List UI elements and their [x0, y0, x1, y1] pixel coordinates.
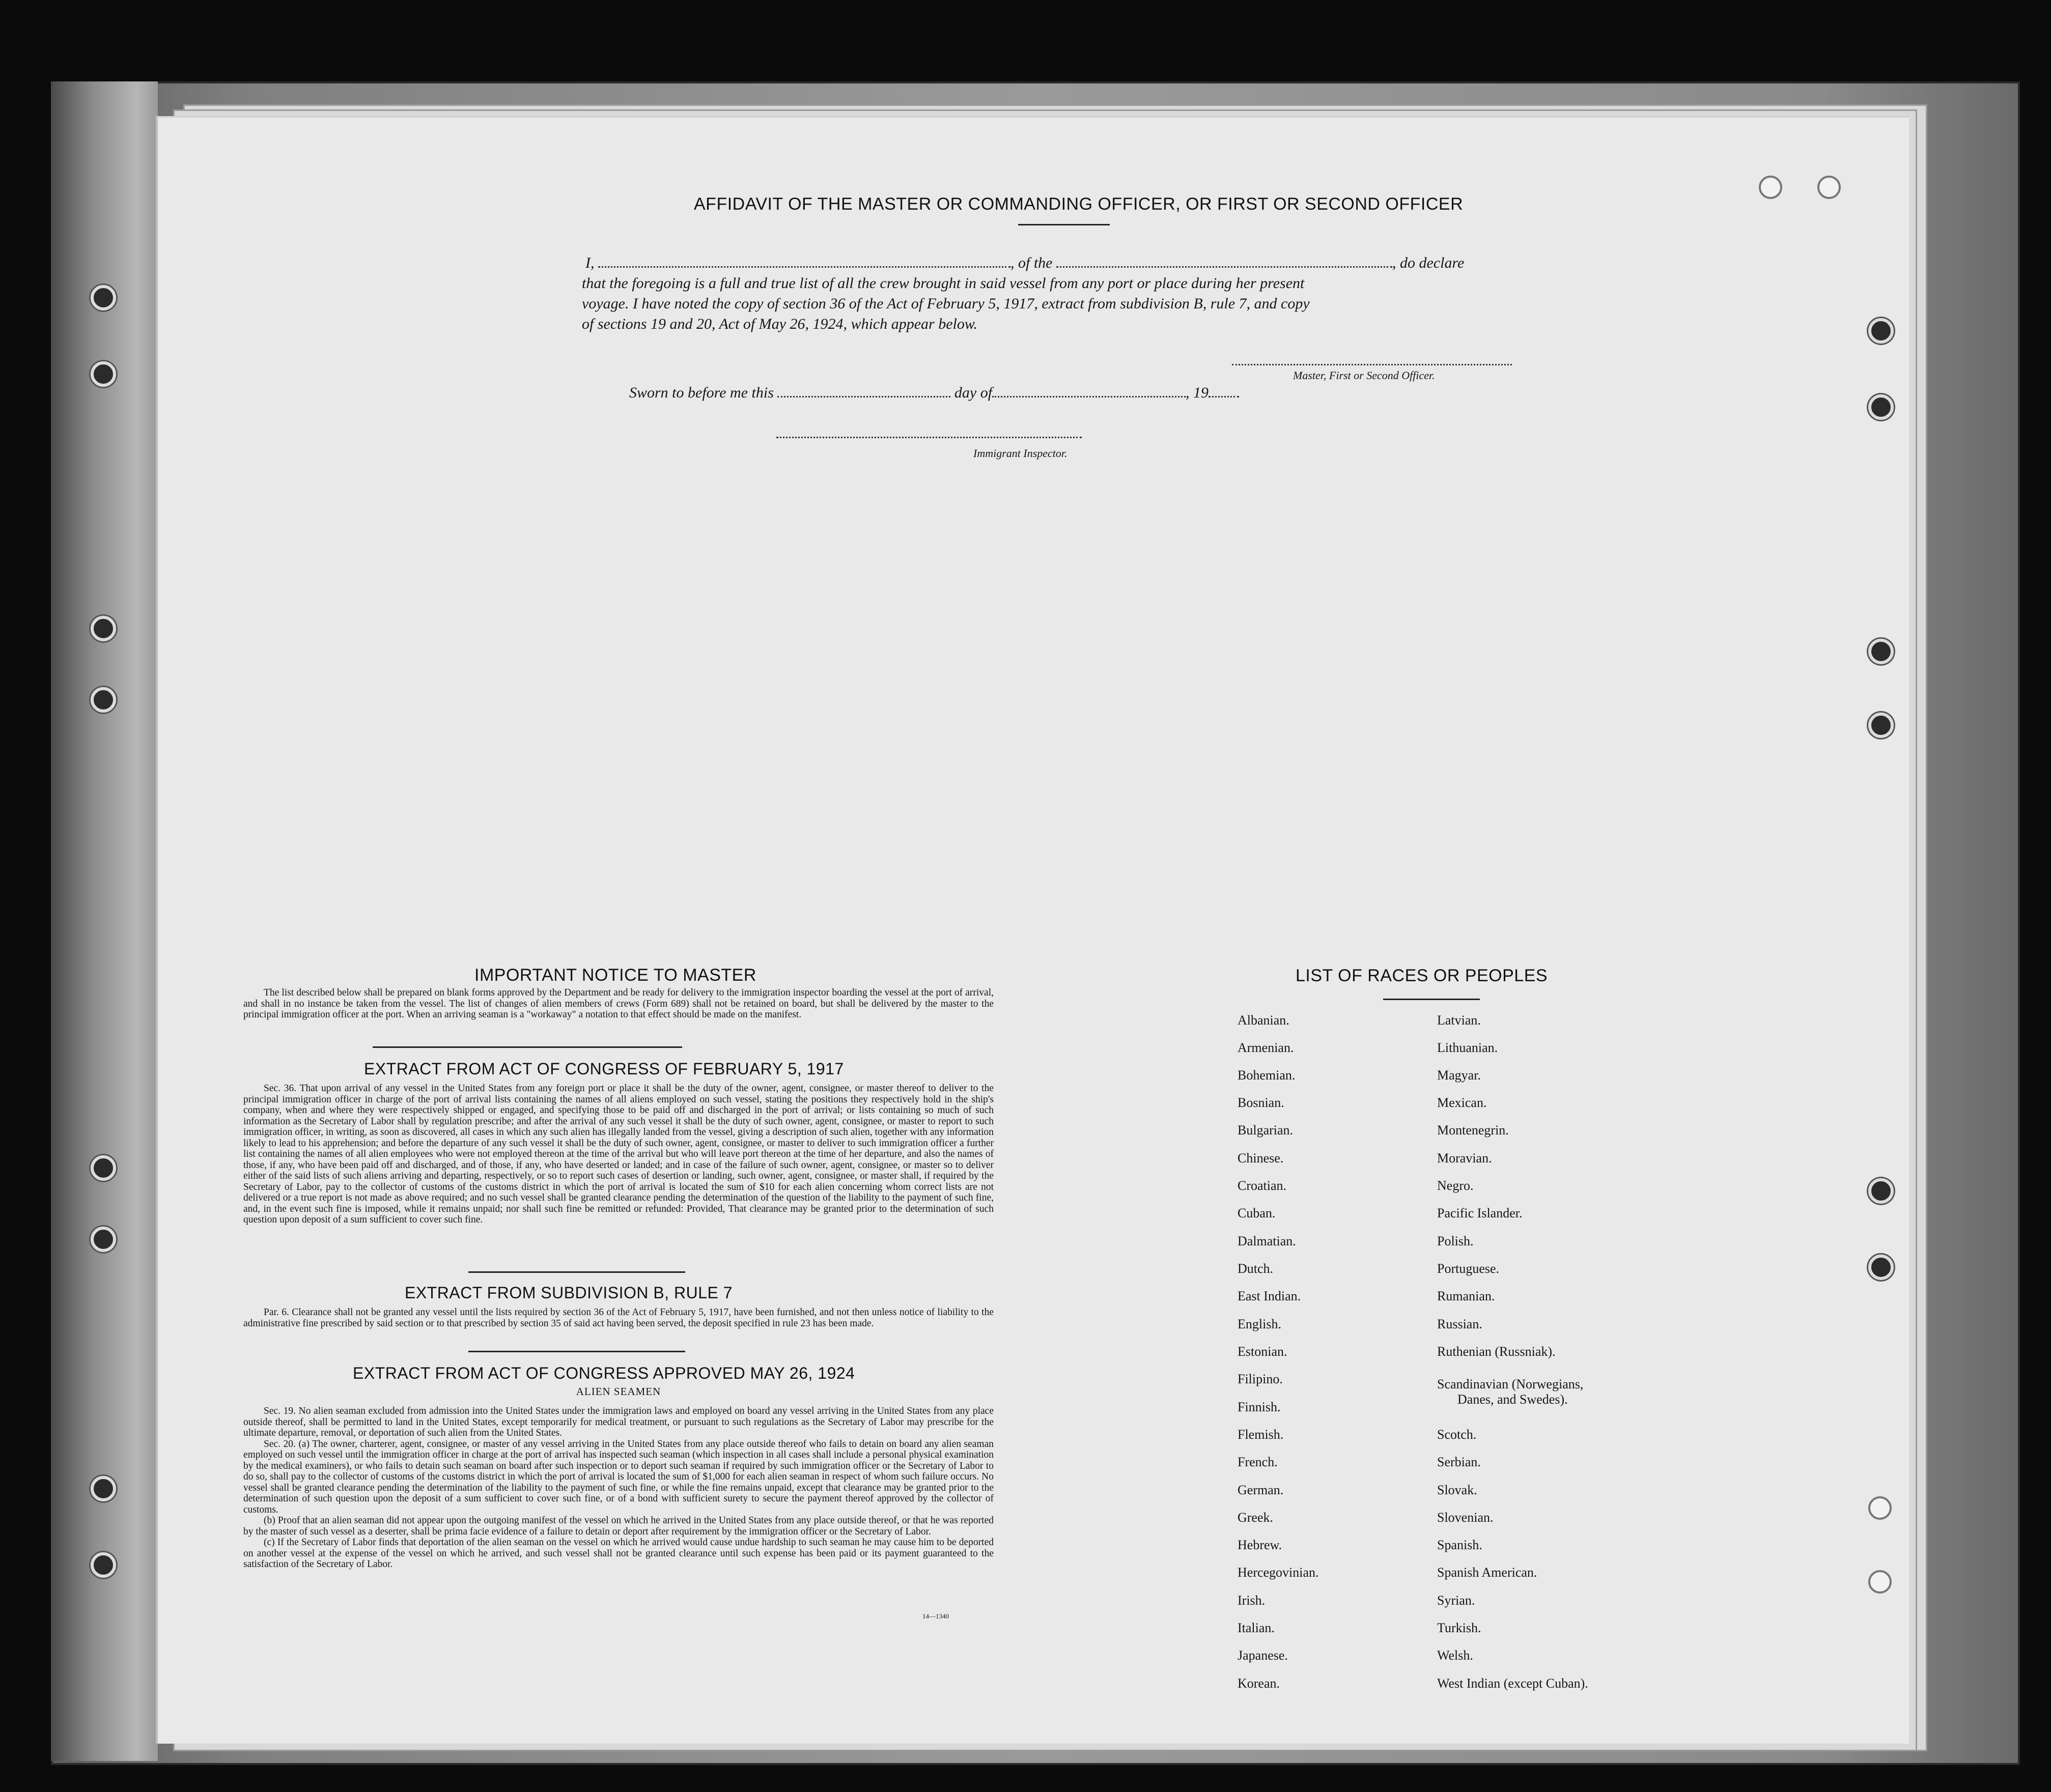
race-right-item: Negro. [1437, 1178, 1474, 1193]
punch-hole-icon [1817, 176, 1841, 199]
binding-hole-icon [91, 361, 116, 387]
race-left-item: Japanese. [1238, 1648, 1288, 1663]
form-number: 14—1340 [922, 1612, 949, 1620]
affidavit-line-2: that the foregoing is a full and true list of all the crew brought in said vessel from any port or place during her present [582, 275, 1305, 292]
section-rule [468, 1271, 685, 1273]
sworn-line [629, 384, 1239, 402]
year-text: , 19 [1186, 384, 1209, 401]
name-blank [598, 255, 1010, 268]
race-left-item: Irish. [1238, 1593, 1266, 1608]
affidavit-of-the: , of the [1010, 254, 1053, 271]
race-right-item: Russian. [1437, 1317, 1482, 1331]
punch-hole-icon [1868, 1570, 1892, 1594]
binding-hole-icon [91, 1476, 116, 1501]
inspector-label: Immigrant Inspector. [973, 447, 1067, 460]
race-right-item: Spanish. [1437, 1538, 1482, 1552]
vessel-blank [1056, 255, 1392, 268]
binding-hole-icon [91, 1552, 116, 1578]
race-left-item: Armenian. [1238, 1040, 1294, 1055]
race-right-item: Ruthenian (Russniak). [1437, 1344, 1556, 1359]
race-right-item: Welsh. [1437, 1648, 1473, 1663]
binder-edge [51, 81, 158, 1761]
extract-1924-title: EXTRACT FROM ACT OF CONGRESS APPROVED MAY 26, 1924 [353, 1364, 855, 1382]
extract-1924-subtitle: ALIEN SEAMEN [576, 1385, 661, 1398]
punch-hole-icon [1868, 713, 1894, 738]
month-blank [992, 385, 1186, 397]
affidavit-i: I, [585, 254, 595, 271]
race-right-item: Slovenian. [1437, 1510, 1494, 1525]
race-left-item: Filipino. [1238, 1372, 1283, 1386]
race-left-item: Greek. [1238, 1510, 1274, 1525]
race-left-item: Albanian. [1238, 1013, 1289, 1028]
race-left-item: Italian. [1238, 1620, 1275, 1635]
affidavit-line-4: of sections 19 and 20, Act of May 26, 1924, which appear below. [582, 316, 978, 332]
master-label: Master, First or Second Officer. [1293, 369, 1435, 382]
race-left-item: Flemish. [1238, 1427, 1284, 1442]
race-right-item: Spanish American. [1437, 1565, 1537, 1580]
race-right-item: Scandinavian (Norwegians, [1437, 1377, 1584, 1391]
race-left-item: Hebrew. [1238, 1538, 1282, 1552]
race-right-item: Latvian. [1437, 1013, 1481, 1028]
race-right-item: Scotch. [1437, 1427, 1477, 1442]
master-signature-line [1232, 364, 1512, 365]
affidavit-line-1 [585, 254, 1464, 272]
race-right-item: Mexican. [1437, 1095, 1487, 1110]
extract-1917-title: EXTRACT FROM ACT OF CONGRESS OF FEBRUARY 5, 1917 [364, 1060, 844, 1078]
binding-hole-icon [91, 1155, 116, 1181]
race-right-item: Serbian. [1437, 1455, 1481, 1469]
affidavit-line-3: voyage. I have noted the copy of section 36 of the Act of February 5, 1917, extract from subdivision B, rule 7, and copy [582, 295, 1310, 312]
race-right-item: Danes, and Swedes). [1457, 1392, 1568, 1407]
race-right-item: Turkish. [1437, 1620, 1481, 1635]
race-left-item: Bulgarian. [1238, 1123, 1294, 1137]
race-left-item: Bohemian. [1238, 1068, 1296, 1083]
race-left-item: Cuban. [1238, 1206, 1276, 1220]
title-rule [1383, 999, 1480, 1000]
affidavit-title: AFFIDAVIT OF THE MASTER OR COMMANDING OFFICER, OR FIRST OR SECOND OFFICER [694, 194, 1464, 214]
sec-19: Sec. 19. No alien seaman excluded from admission into the United States under the immigration laws and employed on board any vessel arriving in the United States from any place outside thereof, shall be permitted to land in the United States, except temporarily for medical treatment, or pursuant to such regulations as the Secretary of Labor may prescribe for the ultimate departure, removal, or deportation of such alien from the United States. [243, 1406, 994, 1438]
extract-rule7-title: EXTRACT FROM SUBDIVISION B, RULE 7 [405, 1284, 733, 1302]
race-left-item: Dalmatian. [1238, 1234, 1296, 1248]
race-left-item: Croatian. [1238, 1178, 1287, 1193]
race-left-item: English. [1238, 1317, 1281, 1331]
sec-20-b: (b) Proof that an alien seaman did not appear upon the outgoing manifest of the vessel on which he arrived in the United States from any place outside thereof, or that he was reported by the master of such vessel as a deserter, shall be prima facie evidence of a failure to detain or deport after requirement by the immigration officer or the Secretary of Labor. [243, 1515, 994, 1537]
race-right-item: Rumanian. [1437, 1289, 1495, 1303]
race-left-item: East Indian. [1238, 1289, 1301, 1303]
punch-hole-icon [1868, 1496, 1892, 1520]
binding-hole-icon [91, 616, 116, 641]
inspector-signature-line [776, 437, 1082, 438]
section-rule [468, 1351, 685, 1352]
binding-hole-icon [91, 687, 116, 713]
extract-rule7-body: Par. 6. Clearance shall not be granted any vessel until the lists required by section 36 of the Act of February 5, 1917, have been furnished, and not then unless notice of liability to the administrative fine prescribed by said section or to that prescribed by section 35 of said act having been served, the deposit specified in rule 23 has been made. [243, 1307, 994, 1329]
race-right-item: Portuguese. [1437, 1261, 1500, 1276]
section-rule [373, 1046, 682, 1048]
race-right-item: Magyar. [1437, 1068, 1481, 1083]
punch-hole-icon [1868, 394, 1894, 420]
races-title: LIST OF RACES OR PEOPLES [1296, 966, 1548, 985]
punch-hole-icon [1868, 1178, 1894, 1204]
extract-1917-body: Sec. 36. That upon arrival of any vessel in the United States from any foreign port or place it shall be the duty of the owner, agent, consignee, or master thereof to deliver to the principal immigration officer in charge of the port of arrival lists containing the names of all aliens employed on such vessel, stating the positions they respectively hold in the ship's company, when and where they were respectively shipped or engaged, and specifying those to be paid off and discharged in the port of arrival; or lists containing so much of such information as the Secretary of Labor shall by regulation prescribe; and after the arrival of any such vessel it shall be the duty of such owner, agent, consignee, or master to report to such immigration officer, in writing, as soon as discovered, all cases in which any such alien has illegally landed from the vessel, giving a description of such alien, together with any information likely to lead to his apprehension; and before the departure of any such vessel it shall be the duty of such owner, agent, consignee, or master to deliver to such immigration officer a further list containing the names of all alien employees who were not employed thereon at the time of the arrival but who will leave port thereon at the time of her departure, and also the names of those, if any, who have been paid off and discharged, and of those, if any, who have deserted or landed; and in case of the failure of such owner, agent, consignee, or master so to deliver either of the said lists of such aliens arriving and departing, respectively, or so to report such cases of desertion or landing, such owner, agent, consignee, or master shall, if required by the Secretary of Labor, pay to the collector of customs of the customs district in which the port of arrival is located the sum of $10 for each alien concerning whom correct lists are not delivered or a true report is not made as above required; and no such vessel shall be granted clearance pending the determination of the question of the liability to the payment of such fine, and, in the event such fine is imposed, while it remains unpaid; nor shall such fine be remitted or refunded: Provided, That clearance may be granted prior to the determination of such question upon deposit of a sum sufficient to cover such fine. [243, 1083, 994, 1225]
race-left-item: French. [1238, 1455, 1278, 1469]
race-right-item: West Indian (except Cuban). [1437, 1676, 1588, 1691]
year-blank [1209, 385, 1239, 397]
race-right-item: Lithuanian. [1437, 1040, 1498, 1055]
race-right-item: Pacific Islander. [1437, 1206, 1523, 1220]
race-left-item: Bosnian. [1238, 1095, 1284, 1110]
race-right-item: Montenegrin. [1437, 1123, 1509, 1137]
race-left-item: Dutch. [1238, 1261, 1274, 1276]
race-left-item: Chinese. [1238, 1151, 1284, 1165]
sec-20-c: (c) If the Secretary of Labor finds that deportation of the alien seaman on the vessel on which he arrived would cause undue hardship to such seaman he may cause him to be deported on another vessel at the expense of the vessel on which he arrived, and such vessel shall not be granted clearance until such expense has been paid or its payment guaranteed to the satisfaction of the Secretary of Labor. [243, 1537, 994, 1570]
binding-hole-icon [91, 285, 116, 310]
punch-hole-icon [1868, 318, 1894, 344]
sec-20-a: Sec. 20. (a) The owner, charterer, agent, consignee, or master of any vessel arriving in the United States from any place outside thereof who fails to detain on board any alien seaman employed on such vessel until the immigration officer in charge at the port of arrival has inspected such seaman (which inspection in all cases shall include a personal physical examination by the medical examiners), or who fails to detain such seaman on board after such inspection or to deport such seaman if required by such immigration officer or the Secretary of Labor to do so, shall pay to the collector of customs of the customs district in which the port of arrival is located the sum of $1,000 for each alien seaman in respect of whom such failure occurs. No vessel shall be granted clearance pending the determination of the liability to the payment of such fine, or while the fine remains unpaid, except that clearance may be granted prior to the determination of such question upon the deposit of a sum sufficient to cover such fine, or of a bond with sufficient surety to secure the payment thereof approved by the collector of customs. [243, 1438, 994, 1515]
binding-hole-icon [91, 1227, 116, 1252]
race-left-item: Hercegovinian. [1238, 1565, 1319, 1580]
race-left-item: Finnish. [1238, 1400, 1281, 1414]
race-right-item: Polish. [1437, 1234, 1474, 1248]
race-left-item: Estonian. [1238, 1344, 1287, 1359]
day-blank [777, 385, 950, 397]
race-right-item: Syrian. [1437, 1593, 1475, 1608]
sworn-text: Sworn to before me this [629, 384, 774, 401]
title-rule [1018, 224, 1110, 225]
punch-hole-icon [1868, 639, 1894, 664]
race-right-item: Slovak. [1437, 1483, 1477, 1497]
extract-1924-sections [243, 1406, 994, 1570]
day-of-text: day of [954, 384, 993, 401]
race-right-item: Moravian. [1437, 1151, 1492, 1165]
punch-hole-icon [1868, 1255, 1894, 1280]
notice-body: The list described below shall be prepared on blank forms approved by the Department and be ready for delivery to the immigration inspector boarding the vessel at the port of arrival, and shall in no instance be taken from the vessel. The list of changes of alien members of crews (Form 689) shall not be retained on board, but shall be delivered by the master to the principal immigration officer at the port. When an arriving seaman is a "workaway" a notation to that effect should be made on the manifest. [243, 987, 994, 1020]
punch-hole-icon [1759, 176, 1782, 199]
notice-title: IMPORTANT NOTICE TO MASTER [474, 965, 756, 985]
race-left-item: Korean. [1238, 1676, 1280, 1691]
affidavit-declare: , do declare [1392, 254, 1465, 271]
race-left-item: German. [1238, 1483, 1284, 1497]
